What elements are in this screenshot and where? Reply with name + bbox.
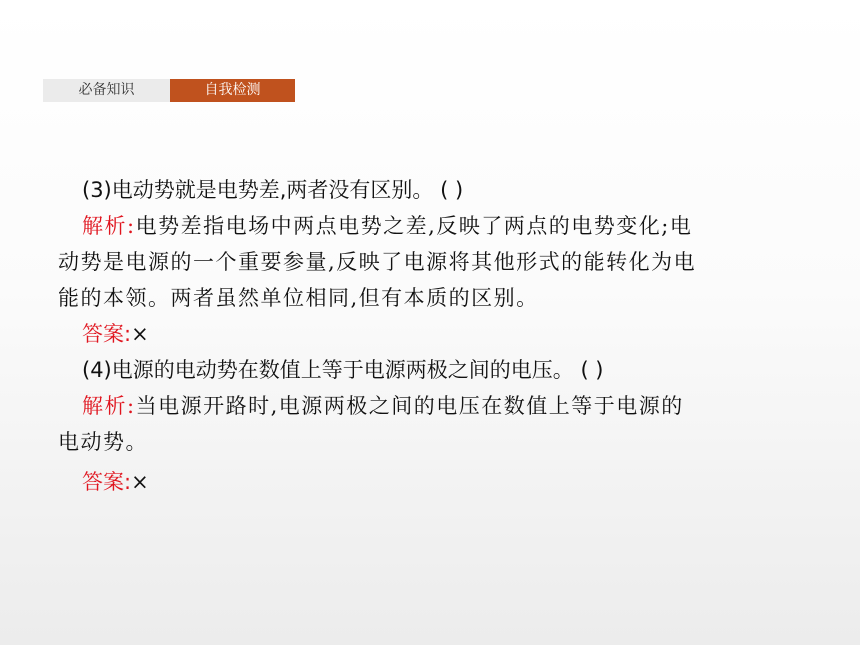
q3-explanation-text-1: 电势差指电场中两点电势之差,反映了两点的电势变化;电 [135, 214, 693, 238]
q4-explanation-line-2: 电动势。 [58, 430, 148, 454]
q3-explanation-label: 解析: [82, 214, 136, 238]
q4-explanation-label: 解析: [82, 394, 136, 418]
q3-answer-label: 答案: [82, 322, 132, 346]
question-4-text: (4)电源的电动势在数值上等于电源两极之间的电压。 [82, 358, 574, 382]
tab-required-knowledge[interactable]: 必备知识 [43, 79, 170, 102]
question-3 [58, 172, 818, 208]
question-3-blank: ( ) [440, 178, 464, 202]
q3-explanation-line-3: 能的本领。两者虽然单位相同,但有本质的区别。 [58, 286, 539, 310]
tab-self-check[interactable]: 自我检测 [170, 79, 295, 102]
q3-explanation-line-1 [58, 208, 818, 244]
q4-explanation-text-1: 当电源开路时,电源两极之间的电压在数值上等于电源的 [135, 394, 684, 418]
tab-bar [43, 79, 295, 102]
question-3-text: (3)电动势就是电势差,两者没有区别。 [82, 178, 434, 202]
question-4 [58, 352, 818, 388]
question-content [58, 172, 818, 500]
q4-answer [58, 464, 818, 500]
question-4-blank: ( ) [580, 358, 604, 382]
q4-explanation-line-1 [58, 388, 818, 424]
q4-answer-mark: × [131, 470, 149, 494]
q3-answer-mark: × [131, 322, 149, 346]
q4-answer-label: 答案: [82, 470, 132, 494]
q3-answer [58, 316, 818, 352]
q3-explanation-line-2: 动势是电源的一个重要参量,反映了电源将其他形式的能转化为电 [58, 250, 697, 274]
